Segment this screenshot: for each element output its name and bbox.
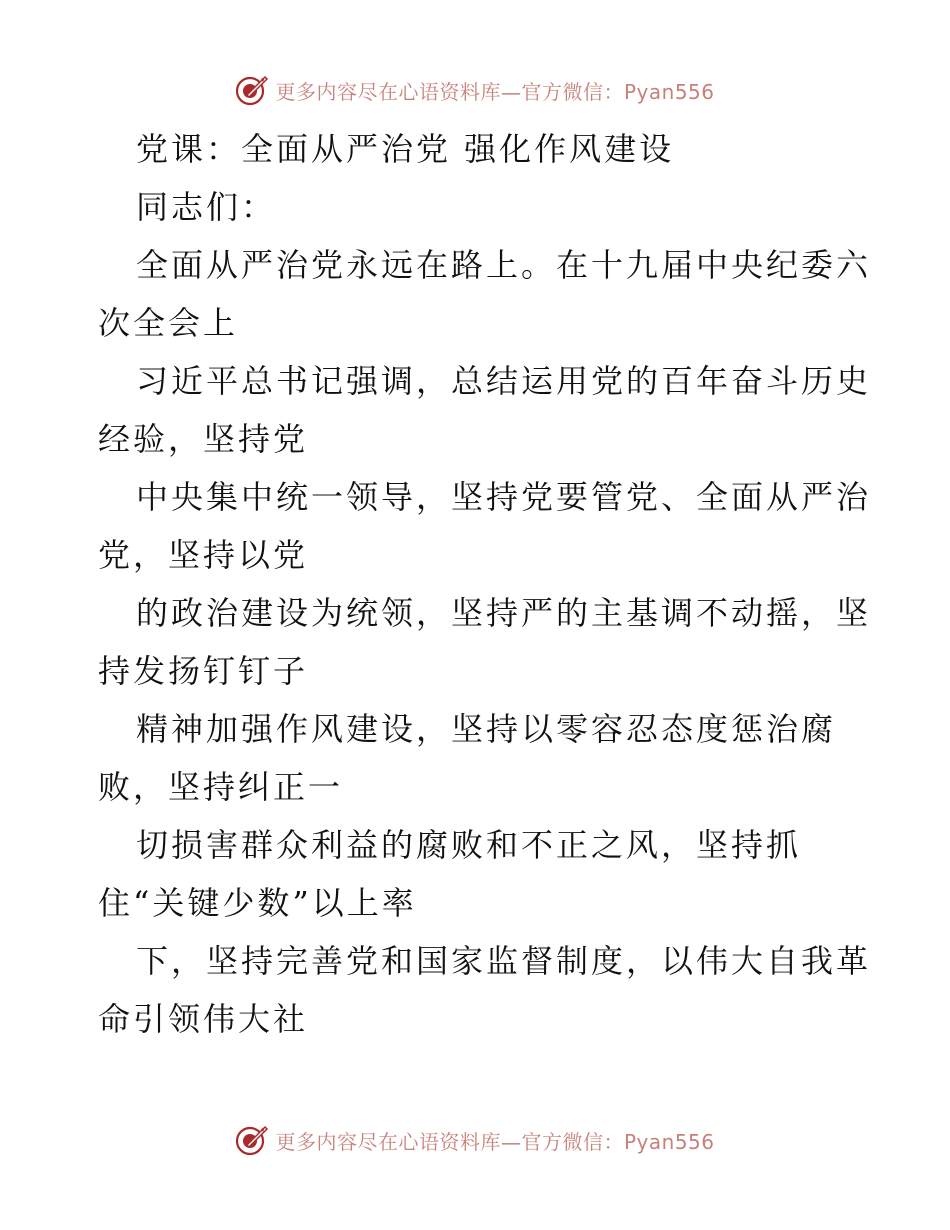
paragraph-line: 的政治建设为统领，坚持严的主基调不动摇，坚 (136, 594, 872, 632)
pen-logo-icon (235, 73, 269, 107)
paragraph-line: 住“关键少数”以上率 (98, 884, 417, 922)
footer-banner (0, 1120, 950, 1160)
paragraph-line: 下，坚持完善党和国家监督制度，以伟大自我革 (136, 942, 872, 980)
pen-logo-icon (235, 1123, 269, 1157)
header-banner (0, 70, 950, 110)
footer-separator: — (500, 1129, 522, 1154)
paragraph-line: 次全会上 (98, 304, 239, 342)
paragraph-line: 全面从严治党永远在路上。在十九届中央纪委六 (136, 246, 872, 284)
paragraph-line: 命引领伟大社 (98, 1000, 309, 1038)
paragraph-line: 切损害群众利益的腐败和不正之风，坚持抓 (136, 826, 802, 864)
document-title: 党课：全面从严治党 强化作风建设 (136, 130, 675, 168)
header-banner-text (275, 76, 714, 105)
paragraph-line: 经验，坚持党 (98, 420, 309, 458)
salutation: 同志们： (136, 188, 277, 226)
footer-site-text: 更多内容尽在心语资料库 (275, 1129, 501, 1154)
header-wechat-id: Pyan556 (623, 79, 715, 104)
header-separator: — (500, 79, 522, 104)
paragraph-line: 习近平总书记强调，总结运用党的百年奋斗历史 (136, 362, 872, 400)
footer-banner-text (275, 1126, 714, 1155)
footer-wechat-id: Pyan556 (623, 1129, 715, 1154)
paragraph-line: 党，坚持以党 (98, 536, 309, 574)
header-site-text: 更多内容尽在心语资料库 (275, 79, 501, 104)
paragraph-line: 精神加强作风建设，坚持以零容忍态度惩治腐 (136, 710, 837, 748)
paragraph-line: 持发扬钉钉子 (98, 652, 309, 690)
footer-wechat-label: 官方微信： (521, 1129, 624, 1154)
document-body (98, 120, 872, 1048)
paragraph-line: 败，坚持纠正一 (98, 768, 344, 806)
header-wechat-label: 官方微信： (521, 79, 624, 104)
paragraph-line: 中央集中统一领导，坚持党要管党、全面从严治 (136, 478, 872, 516)
